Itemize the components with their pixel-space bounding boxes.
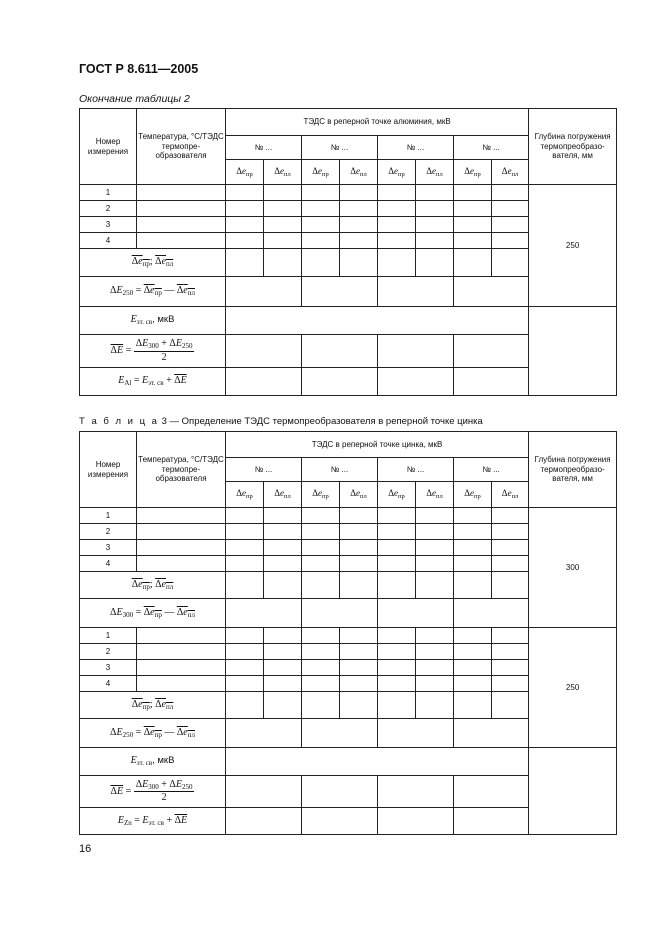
header-immersion-depth: Глубина погружения термопреобразо-вателя, мм <box>529 109 617 185</box>
row-number: 1 <box>80 628 137 644</box>
header-delta-e-pl: $\Delta e_{пл}$ <box>416 482 454 508</box>
table-row <box>80 628 617 644</box>
header-sensor-no: № ... <box>302 458 378 482</box>
header-temperature: Температура, °С/ТЭДС термопре-образователя <box>137 109 226 185</box>
row-number: 2 <box>80 524 137 540</box>
table3-caption: Т а б л и ц а 3 — Определение ТЭДС термопреобразователя в реперной точке цинка <box>79 416 483 427</box>
table3 <box>79 431 617 835</box>
average-formula: $\Delta e_{пр}$; $\Delta e_{пл}$ <box>80 249 226 277</box>
header-delta-e-pr: $\Delta e_{пр}$ <box>226 482 264 508</box>
header-measurement-number: Номер измерения <box>80 432 137 508</box>
header-temperature: Температура, °С/ТЭДС термопре-образователя <box>137 432 226 508</box>
header-delta-e-pl: $\Delta e_{пл}$ <box>340 160 378 185</box>
row-number: 2 <box>80 201 137 217</box>
immersion-depth-value: 250 <box>529 628 617 748</box>
row-number: 3 <box>80 540 137 556</box>
page-number: 16 <box>79 843 92 855</box>
reference-emf-row <box>80 307 617 335</box>
reference-emf-label: $E_{эт. св}$, мкВ <box>80 748 226 776</box>
table-row <box>80 185 617 201</box>
standard-designation: ГОСТ Р 8.611—2005 <box>79 62 199 76</box>
header-emf-aluminium: ТЭДС в реперной точке алюминия, мкВ <box>226 109 529 136</box>
delta-e300-formula: $\Delta E_{300} = \Delta e_{пр}$ — $\Delta e_{пл}$ <box>80 599 226 628</box>
header-delta-e-pl: $\Delta e_{пл}$ <box>264 482 302 508</box>
header-measurement-number: Номер измерения <box>80 109 137 185</box>
result-emf-al-formula: $E_{Al} = E_{эт. св} + \Delta E$ <box>80 368 226 396</box>
row-number: 1 <box>80 185 137 201</box>
header-delta-e-pl: $\Delta e_{пл}$ <box>492 482 529 508</box>
delta-e250-formula: $\Delta E_{250} = \Delta e_{пр}$ — $\Delta e_{пл}$ <box>80 277 226 307</box>
mean-delta-e-formula: ΔE = $\frac{\Delta E_{300} + \Delta E_{250}}{2}$ <box>80 776 226 808</box>
header-delta-e-pr: $\Delta e_{пр}$ <box>302 160 340 185</box>
header-sensor-no: № ... <box>226 136 302 160</box>
row-number: 1 <box>80 508 137 524</box>
row-number: 2 <box>80 644 137 660</box>
reference-emf-row <box>80 748 617 776</box>
header-sensor-no: № ... <box>454 458 529 482</box>
header-delta-e-pr: $\Delta e_{пр}$ <box>454 160 492 185</box>
table-row <box>80 508 617 524</box>
header-delta-e-pr: $\Delta e_{пр}$ <box>302 482 340 508</box>
header-sensor-no: № ... <box>226 458 302 482</box>
delta-e250-formula: $\Delta E_{250} = \Delta e_{пр}$ — $\Delta e_{пл}$ <box>80 719 226 748</box>
header-sensor-no: № ... <box>454 136 529 160</box>
immersion-depth-value: 250 <box>529 185 617 307</box>
header-sensor-no: № ... <box>302 136 378 160</box>
header-sensor-no: № ... <box>378 458 454 482</box>
header-delta-e-pl: $\Delta e_{пл}$ <box>264 160 302 185</box>
mean-delta-e-formula: ΔE = $\frac{\Delta E_{300} + \Delta E_{250}}{2}$ <box>80 335 226 368</box>
row-number: 4 <box>80 233 137 249</box>
header-delta-e-pl: $\Delta e_{пл}$ <box>340 482 378 508</box>
row-number: 3 <box>80 217 137 233</box>
result-emf-zn-formula: $E_{Zn} = E_{эт. св} + \Delta E$ <box>80 808 226 835</box>
header-delta-e-pr: $\Delta e_{пр}$ <box>454 482 492 508</box>
reference-emf-label: $E_{эт. св}$, мкВ <box>80 307 226 335</box>
immersion-depth-value: 300 <box>529 508 617 628</box>
row-number: 4 <box>80 676 137 692</box>
header-delta-e-pr: $\Delta e_{пр}$ <box>378 160 416 185</box>
header-immersion-depth: Глубина погружения термопреобразо-вателя, мм <box>529 432 617 508</box>
average-formula: $\Delta e_{пр}$; $\Delta e_{пл}$ <box>80 572 226 599</box>
table2-caption: Окончание таблицы 2 <box>79 93 190 105</box>
header-delta-e-pl: $\Delta e_{пл}$ <box>416 160 454 185</box>
header-emf-zinc: ТЭДС в реперной точке цинка, мкВ <box>226 432 529 458</box>
header-delta-e-pl: $\Delta e_{пл}$ <box>492 160 529 185</box>
header-delta-e-pr: $\Delta e_{пр}$ <box>378 482 416 508</box>
row-number: 3 <box>80 660 137 676</box>
row-number: 4 <box>80 556 137 572</box>
header-sensor-no: № ... <box>378 136 454 160</box>
table2 <box>79 108 617 396</box>
average-formula: $\Delta e_{пр}$; $\Delta e_{пл}$ <box>80 692 226 719</box>
header-delta-e-pr: $\Delta e_{пр}$ <box>226 160 264 185</box>
